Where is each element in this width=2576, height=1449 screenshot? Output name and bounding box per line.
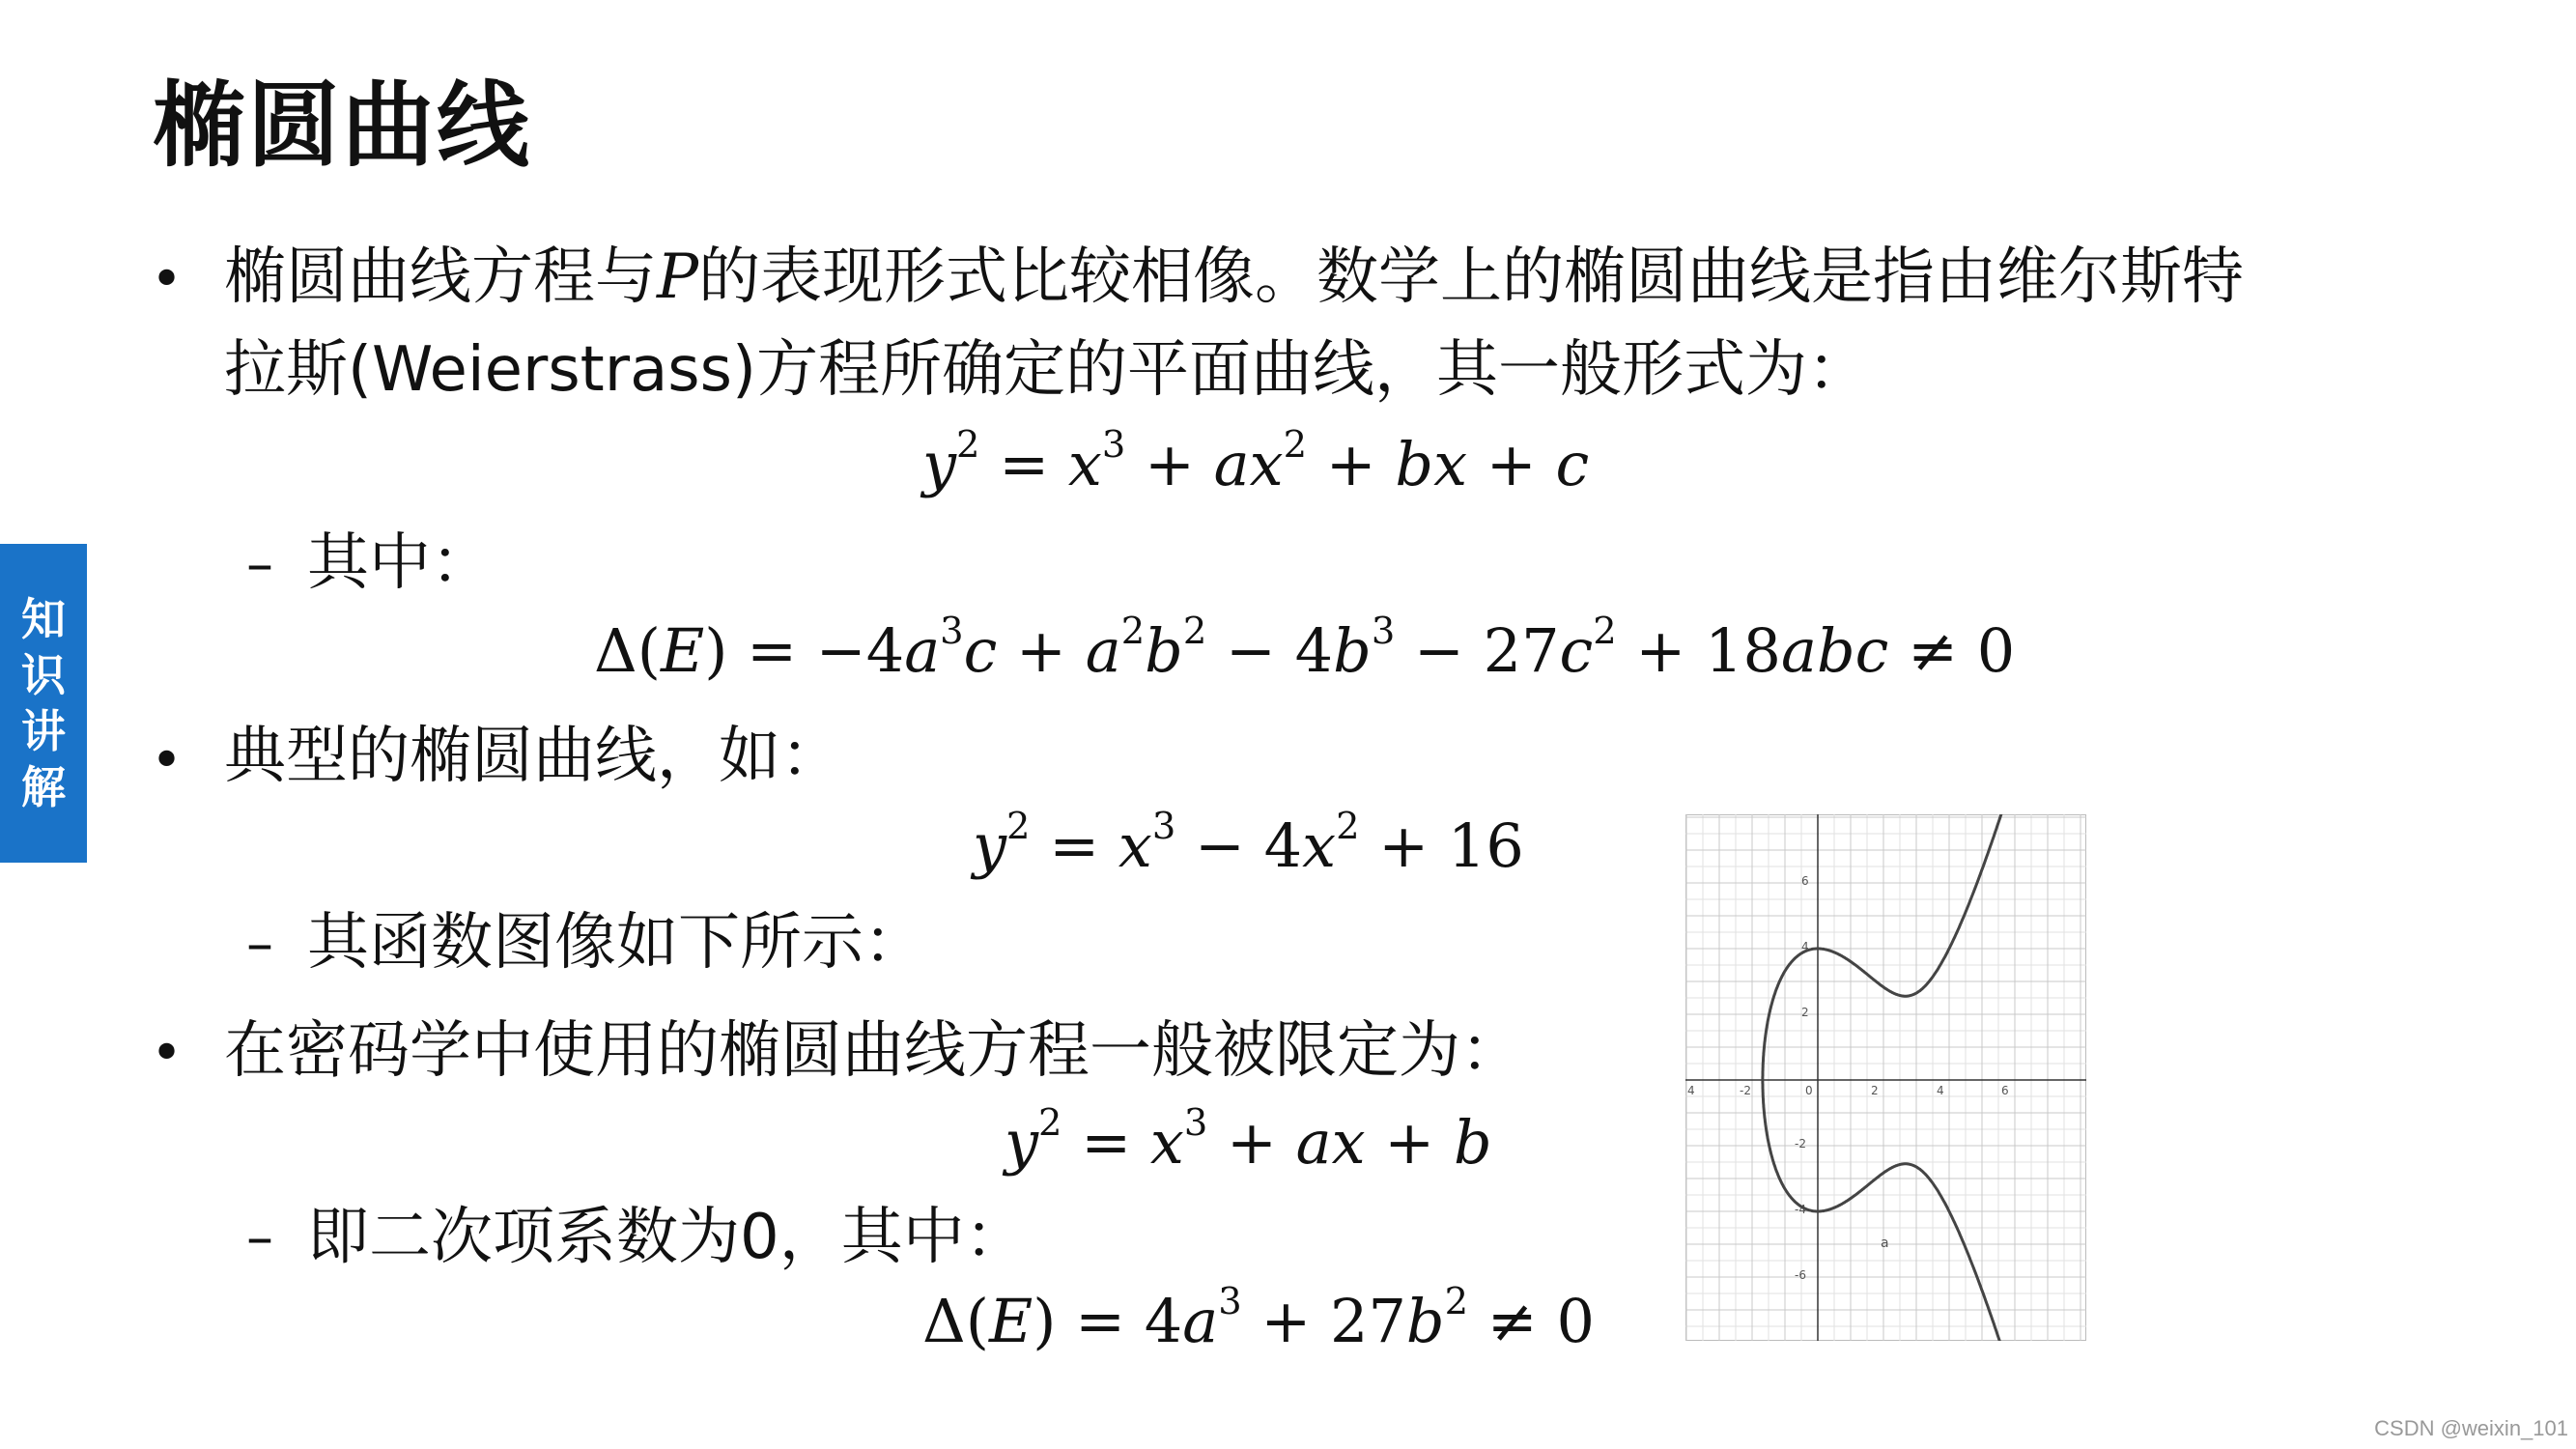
y-tick-label: -6 <box>1795 1268 1806 1282</box>
bullet-1-line-2: 拉斯(Weierstrass)方程所确定的平面曲线，其一般形式为： <box>224 334 1869 406</box>
formula-discriminant-general: $\Delta(E) = -4a^3c + a^2b^2 - 4b^3 - 27c^2 + 18abc \ne 0$ <box>594 610 2016 686</box>
dash-marker: – <box>246 913 273 976</box>
subitem-1: 其中： <box>307 527 493 599</box>
subitem-3: 即二次项系数为0，其中： <box>307 1202 1027 1273</box>
bullet-3-line: 在密码学中使用的椭圆曲线方程一般被限定为： <box>224 1015 1522 1087</box>
subitem-2: 其函数图像如下所示： <box>307 907 925 979</box>
x-tick-label: 2 <box>1871 1084 1879 1097</box>
bullet-1-text-a: 椭圆曲线方程与 <box>224 242 657 313</box>
page-title: 椭圆曲线 <box>153 71 531 180</box>
x-tick-label: 4 <box>1687 1084 1695 1097</box>
side-tab-char: 解 <box>21 761 66 813</box>
bullet-1-line-1 <box>224 241 2244 315</box>
formula-discriminant-crypto: $\Delta(E) = 4a^3 + 27b^2 \ne 0$ <box>922 1280 1595 1356</box>
bullet-dot: • <box>151 248 184 311</box>
side-tab-char: 讲 <box>21 705 66 757</box>
bullet-dot: • <box>151 729 184 792</box>
bullet-1-text-b: 的表现形式比较相像。数学上的椭圆曲线是指由维尔斯特 <box>698 242 2245 313</box>
y-tick-label: 2 <box>1801 1006 1809 1019</box>
side-tab-char: 知 <box>21 593 66 645</box>
bullet-dot: • <box>151 1022 184 1085</box>
side-tab-char: 识 <box>21 649 66 701</box>
x-tick-label: 0 <box>1805 1084 1813 1097</box>
elliptic-curve-graph <box>1685 814 2086 1341</box>
formula-crypto: $y^2 = x^3$ + ax + b <box>1005 1101 1492 1178</box>
variable-p: P <box>657 242 699 313</box>
x-tick-label: 4 <box>1937 1084 1944 1097</box>
bullet-2-line: 典型的椭圆曲线，如： <box>224 721 842 792</box>
y-tick-label: -4 <box>1795 1203 1806 1216</box>
x-tick-label: -2 <box>1740 1084 1751 1097</box>
watermark: CSDN @weixin_101 <box>2374 1416 2568 1440</box>
dash-marker: – <box>246 533 273 596</box>
formula-example: $y^2 = x^3 - 4x^2 + 16$ <box>973 805 1524 881</box>
point-label: a <box>1881 1236 1889 1251</box>
knowledge-section-tab[interactable] <box>0 544 87 863</box>
y-tick-label: 4 <box>1801 940 1809 953</box>
y-tick-label: 6 <box>1801 874 1809 888</box>
x-tick-label: 6 <box>2001 1084 2009 1097</box>
formula-general: $y^2 = x^3 + ax^2$ + bx + c <box>922 423 1590 499</box>
dash-marker: – <box>246 1207 273 1269</box>
y-tick-label: -2 <box>1795 1137 1806 1151</box>
